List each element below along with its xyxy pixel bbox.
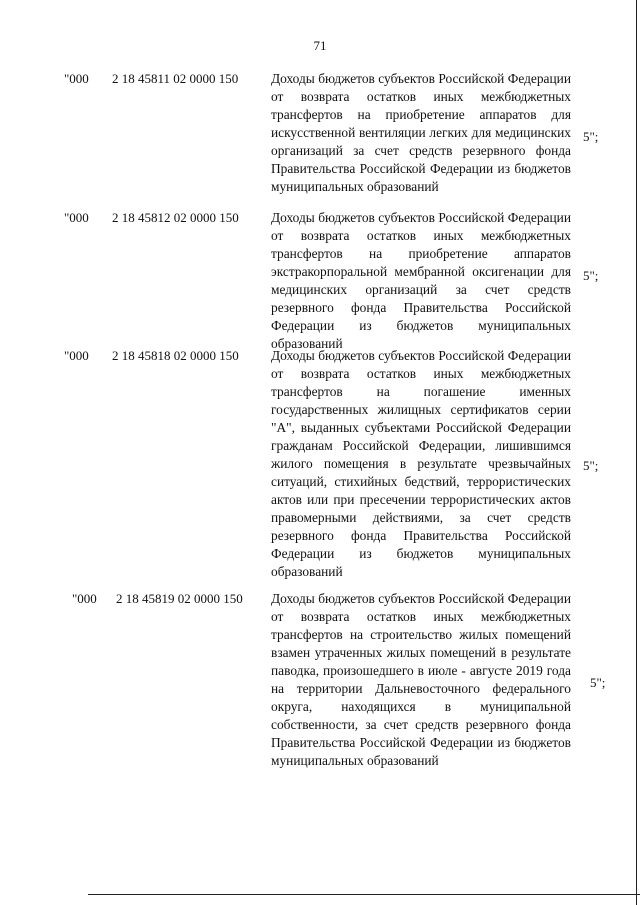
amount: 5";: [583, 268, 599, 283]
admin-code: "000: [64, 210, 89, 225]
scan-edge-right: [636, 0, 637, 905]
amount: 5";: [583, 458, 599, 473]
page-number: 71: [313, 38, 327, 53]
budget-classification-code: 2 18 45812 02 0000 150: [112, 210, 239, 225]
income-description: Доходы бюджетов субъектов Российской Федерации от возврата остатков иных межбюджетных трансфертов на приобретение аппаратов для искусственной вентиляции легких для медицинских организаций за счет средств резервного фонда Правительства Российской Федерации из бюджетов муниципальных образований: [271, 71, 571, 194]
scan-edge-bottom: [88, 894, 640, 895]
admin-code: "000: [64, 348, 89, 363]
amount: 5";: [583, 129, 599, 144]
budget-classification-code: 2 18 45819 02 0000 150: [116, 591, 243, 606]
amount: 5";: [590, 675, 606, 690]
budget-classification-code: 2 18 45818 02 0000 150: [112, 348, 239, 363]
admin-code: "000: [64, 71, 89, 86]
income-description: Доходы бюджетов субъектов Российской Федерации от возврата остатков иных межбюджетных трансфертов на строительство жилых помещений взамен утраченных жилых помещений в результате паводка, произошедшего в июле - августе 2019 года на территории Дальневосточного федерального округа, находящихся в муниципальной собственности, за счет средств резервного фонда Правительства Российской Федерации из бюджетов муниципальных образований: [271, 591, 571, 768]
income-description: Доходы бюджетов субъектов Российской Федерации от возврата остатков иных межбюджетных трансфертов на приобретение аппаратов экстракорпоральной мембранной оксигенации для медицинских организаций за счет средств резервного фонда Правительства Российской Федерации из бюджетов муниципальных образований: [271, 210, 571, 351]
budget-classification-code: 2 18 45811 02 0000 150: [112, 71, 239, 86]
income-description: Доходы бюджетов субъектов Российской Федерации от возврата остатков иных межбюджетных трансфертов на погашение именных государственных жилищных сертификатов серии "А", выданных субъектами Российской Федерации гражданам Российской Федерации, лишившимся жилого помещения в результате чрезвычайных ситуаций, стихийных бедствий, террористических актов или при пресечении террористических актов правомерными действиями, за счет средств резервного фонда Правительства Российской Федерации из бюджетов муниципальных образований: [271, 348, 571, 579]
admin-code: "000: [72, 591, 97, 606]
